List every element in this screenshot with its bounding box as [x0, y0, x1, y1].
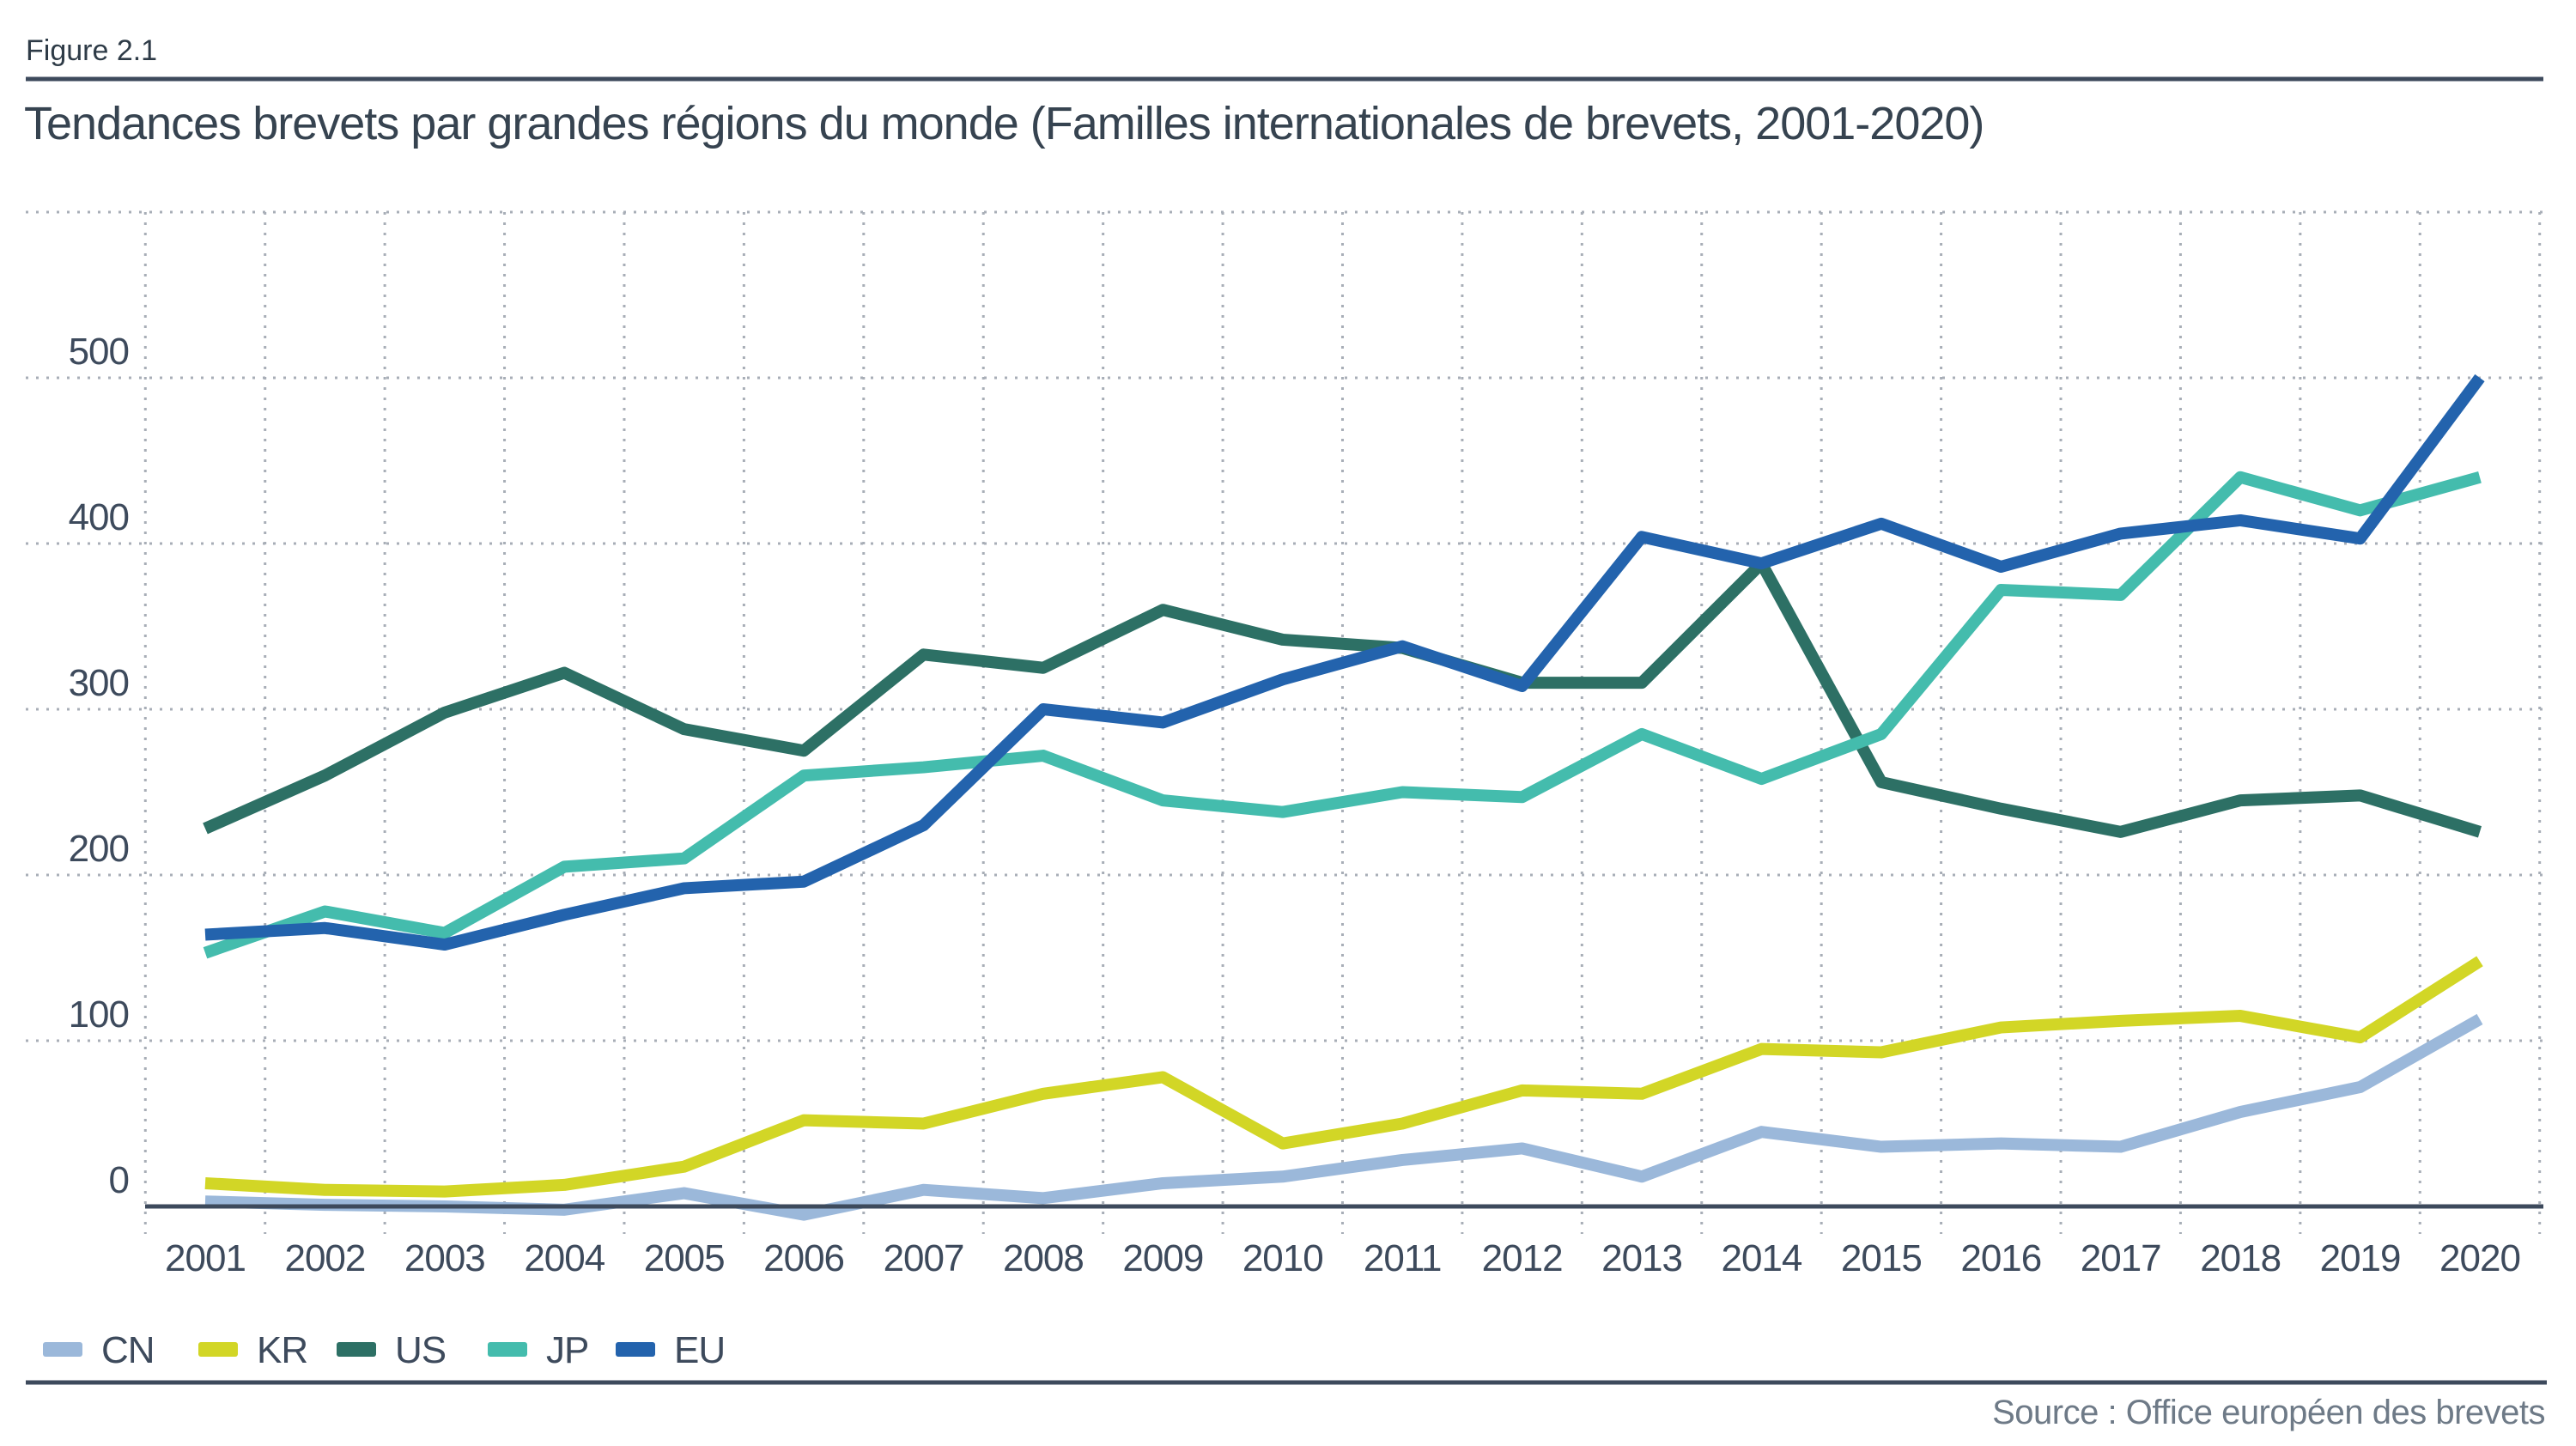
x-tick-label: 2010 — [1242, 1237, 1323, 1279]
legend-swatch-cn — [43, 1342, 82, 1357]
legend-swatch-kr — [198, 1342, 238, 1357]
series-line-jp — [205, 477, 2480, 953]
x-tick-label: 2020 — [2439, 1237, 2520, 1279]
x-tick-label: 2018 — [2200, 1237, 2281, 1279]
y-tick-label: 100 — [68, 993, 129, 1036]
legend-label-kr: KR — [257, 1329, 308, 1371]
x-axis-tick-labels — [165, 1237, 2520, 1279]
x-tick-label: 2011 — [1363, 1237, 1442, 1279]
x-tick-label: 2012 — [1481, 1237, 1563, 1279]
legend-item-us — [337, 1329, 446, 1371]
x-tick-label: 2019 — [2319, 1237, 2401, 1279]
legend-label-eu: EU — [674, 1329, 726, 1371]
x-tick-label: 2002 — [284, 1237, 366, 1279]
legend-label-jp: JP — [546, 1329, 589, 1371]
x-tick-label: 2004 — [524, 1237, 605, 1279]
x-tick-label: 2003 — [404, 1237, 485, 1279]
legend-item-eu — [616, 1329, 725, 1371]
x-tick-label: 2017 — [2080, 1237, 2161, 1279]
chart-gridlines — [26, 212, 2543, 1234]
y-axis-tick-labels — [69, 331, 129, 1201]
legend-item-cn — [43, 1329, 155, 1371]
y-tick-label: 0 — [108, 1159, 129, 1201]
x-tick-label: 2008 — [1002, 1237, 1084, 1279]
x-tick-label: 2001 — [165, 1237, 246, 1279]
legend-swatch-us — [337, 1342, 376, 1357]
x-tick-label: 2016 — [1960, 1237, 2042, 1279]
legend-swatch-jp — [488, 1342, 527, 1357]
x-tick-label: 2007 — [883, 1237, 964, 1279]
y-tick-label: 300 — [68, 662, 129, 704]
legend-swatch-eu — [616, 1342, 655, 1357]
source-label: Source : Office européen des brevets — [1992, 1394, 2545, 1431]
y-tick-label: 500 — [68, 331, 129, 373]
series-line-eu — [205, 378, 2480, 945]
figure-label: Figure 2.1 — [26, 34, 158, 67]
x-tick-label: 2013 — [1601, 1237, 1682, 1279]
x-tick-label: 2015 — [1840, 1237, 1922, 1279]
y-tick-label: 200 — [68, 828, 129, 870]
x-tick-label: 2005 — [643, 1237, 725, 1279]
chart-legend — [43, 1329, 725, 1371]
chart-title: Tendances brevets par grandes régions du monde (Familles internationales de brevets, 2001-2020) — [24, 98, 1984, 149]
legend-label-cn: CN — [101, 1329, 155, 1371]
legend-item-kr — [198, 1329, 307, 1371]
x-tick-label: 2006 — [763, 1237, 845, 1279]
x-tick-label: 2014 — [1721, 1237, 1802, 1279]
legend-item-jp — [488, 1329, 588, 1371]
legend-label-us: US — [395, 1329, 447, 1371]
x-tick-label: 2009 — [1122, 1237, 1204, 1279]
y-tick-label: 400 — [68, 496, 129, 538]
